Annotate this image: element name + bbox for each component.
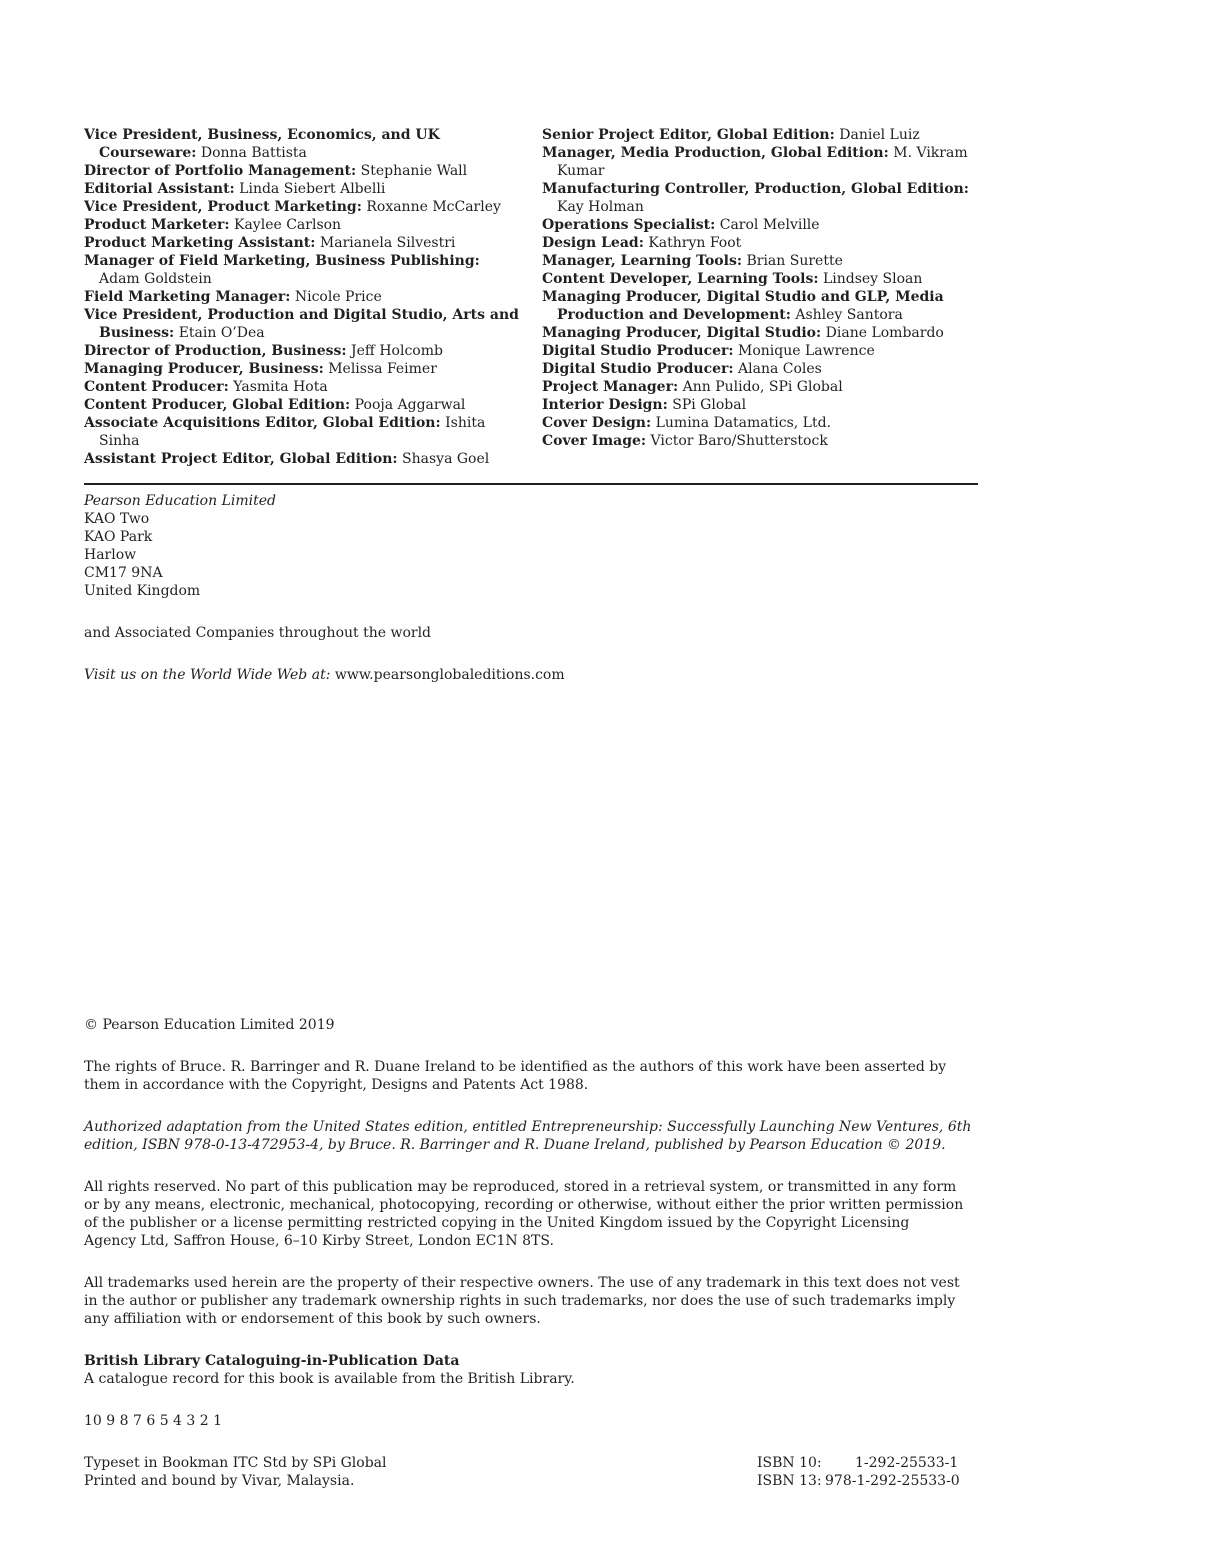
credit-name: Ishita Sinha [99, 415, 486, 449]
credit-name: Kathryn Foot [648, 235, 742, 251]
divider-rule [84, 483, 978, 485]
credit-role: Cover Image: [542, 433, 647, 449]
cip-heading: British Library Cataloguing-in-Publication Data [84, 1353, 460, 1369]
credit-entry [542, 342, 982, 360]
credit-entry [542, 360, 982, 378]
credit-role: Associate Acquisitions Editor, Global Edition: [84, 415, 441, 431]
credit-name: Kay Holman [557, 199, 644, 215]
credit-name: Victor Baro/Shutterstock [650, 433, 828, 449]
credit-role: Project Manager: [542, 379, 679, 395]
credit-entry [84, 396, 524, 414]
credit-entry [84, 288, 524, 306]
publisher-name: Pearson Education Limited [84, 493, 276, 509]
credit-role: Content Producer: [84, 379, 229, 395]
credit-entry [84, 414, 524, 450]
credit-name: Carol Melville [719, 217, 820, 233]
credit-name: Ashley Santora [795, 307, 903, 323]
isbn10-line [757, 1454, 960, 1472]
address-line: United Kingdom [84, 583, 201, 599]
credit-role: Manager of Field Marketing, Business Publishing: [84, 253, 480, 269]
credit-name: Etain O’Dea [178, 325, 265, 341]
credit-role: Digital Studio Producer: [542, 343, 734, 359]
credit-name: M. Vikram Kumar [557, 145, 968, 179]
credit-role: Assistant Project Editor, Global Edition: [84, 451, 398, 467]
credit-name: Melissa Feimer [328, 361, 437, 377]
credit-name: Ann Pulido, SPi Global [682, 379, 843, 395]
credit-role: Manager, Media Production, Global Edition: [542, 145, 889, 161]
credit-entry [542, 216, 982, 234]
credit-entry [542, 234, 982, 252]
credit-role: Content Developer, Learning Tools: [542, 271, 819, 287]
isbn13-value: 978-1-292-25533-0 [825, 1473, 960, 1489]
all-rights-reserved: All rights reserved. No part of this publication may be reproduced, stored in a retrieval system, or transmitted in any form or by any means, electronic, mechanical, photocopying, recording or otherwise, without either the prior written permission of the publisher or a license permitting restricted copying in the United Kingdom issued by the Copyright Licensing Agency Ltd, Saffron House, 6–10 Kirby Street, London EC1N 8TS. [84, 1179, 964, 1249]
credit-role: Manufacturing Controller, Production, Global Edition: [542, 181, 969, 197]
credit-entry [542, 180, 982, 216]
credit-name: Adam Goldstein [99, 271, 212, 287]
credit-role: Manager, Learning Tools: [542, 253, 743, 269]
typeset-line: Typeset in Bookman ITC Std by SPi Global [84, 1455, 387, 1471]
credit-entry [84, 126, 524, 162]
credit-entry [84, 360, 524, 378]
credit-entry [542, 432, 982, 450]
credit-role: Vice President, Product Marketing: [84, 199, 362, 215]
credit-entry [542, 252, 982, 270]
credit-name: Diane Lombardo [825, 325, 944, 341]
credit-entry [542, 144, 982, 180]
credit-role: Operations Specialist: [542, 217, 716, 233]
credits-left-column [84, 126, 524, 468]
trademarks-notice: All trademarks used herein are the property of their respective owners. The use of any trademark in this text does not vest in the author or publisher any trademark ownership rights in such trademarks, nor does the use of such trademarks imply any affiliation with or endorsement of this book by such owners. [84, 1275, 960, 1327]
credit-role: Director of Portfolio Management: [84, 163, 357, 179]
credit-entry [542, 270, 982, 288]
credits-right-column [542, 126, 982, 450]
isbn-block [757, 1454, 960, 1490]
credit-role: Managing Producer, Business: [84, 361, 324, 377]
cip-text: A catalogue record for this book is available from the British Library. [84, 1371, 575, 1387]
credit-role: Senior Project Editor, Global Edition: [542, 127, 835, 143]
credit-name: Stephanie Wall [360, 163, 468, 179]
website-label: Visit us on the World Wide Web at: [84, 667, 331, 683]
credit-name: Marianela Silvestri [319, 235, 456, 251]
credit-name: Kaylee Carlson [234, 217, 342, 233]
cip-data [84, 1352, 575, 1388]
publisher-address [84, 492, 276, 600]
address-line: KAO Two [84, 511, 150, 527]
credit-entry [84, 306, 524, 342]
credit-name: Alana Coles [738, 361, 822, 377]
associated-companies: and Associated Companies throughout the world [84, 625, 432, 641]
printed-line: Printed and bound by Vivar, Malaysia. [84, 1473, 355, 1489]
adaptation-notice: Authorized adaptation from the United States edition, entitled Entrepreneurship: Successfully Launching New Ventures, 6th edition, ISBN 978-0-13-472953-4, by Bruce. R. Barringer and R. Duane Ireland, published by Pearson Education © 2019. [84, 1119, 972, 1153]
credit-name: Roxanne McCarley [366, 199, 501, 215]
credit-entry [84, 252, 524, 288]
isbn13-line [757, 1472, 960, 1490]
credit-entry [84, 198, 524, 216]
printing-info [84, 1454, 387, 1490]
address-line: KAO Park [84, 529, 153, 545]
credit-entry [84, 342, 524, 360]
credit-role: Vice President, Business, Economics, and UK Courseware: [84, 127, 440, 161]
address-line: Harlow [84, 547, 137, 563]
credit-role: Managing Producer, Digital Studio: [542, 325, 822, 341]
credit-role: Product Marketing Assistant: [84, 235, 316, 251]
credit-name: Brian Surette [746, 253, 843, 269]
credit-role: Design Lead: [542, 235, 644, 251]
credit-entry [84, 162, 524, 180]
credit-name: Nicole Price [294, 289, 382, 305]
credit-name: Donna Battista [200, 145, 307, 161]
credit-name: Pooja Aggarwal [354, 397, 466, 413]
credit-entry [542, 126, 982, 144]
credit-role: Vice President, Production and Digital Studio, Arts and Business: [84, 307, 519, 341]
credit-role: Editorial Assistant: [84, 181, 235, 197]
credit-entry [84, 216, 524, 234]
credit-entry [542, 396, 982, 414]
credit-name: Lindsey Sloan [822, 271, 923, 287]
credit-role: Director of Production, Business: [84, 343, 347, 359]
credit-entry [542, 288, 982, 324]
website-line [84, 666, 565, 684]
credit-name: Lumina Datamatics, Ltd. [655, 415, 832, 431]
copyright-notice: © Pearson Education Limited 2019 [84, 1017, 335, 1033]
credit-entry [84, 234, 524, 252]
address-line: CM17 9NA [84, 565, 163, 581]
credit-role: Field Marketing Manager: [84, 289, 291, 305]
isbn10-value: 1-292-25533-1 [855, 1455, 959, 1471]
credit-entry [84, 450, 524, 468]
isbn10-label: ISBN 10: [757, 1455, 822, 1471]
authors-rights: The rights of Bruce. R. Barringer and R. Duane Ireland to be identified as the authors of this work have been asserted by them in accordance with the Copyright, Designs and Patents Act 1988. [84, 1059, 947, 1093]
credit-name: Jeff Holcomb [351, 343, 443, 359]
isbn13-label: ISBN 13: [757, 1473, 822, 1489]
credit-role: Digital Studio Producer: [542, 361, 734, 377]
credit-role: Interior Design: [542, 397, 668, 413]
credit-name: Shasya Goel [402, 451, 490, 467]
credit-entry [542, 324, 982, 342]
print-line: 10 9 8 7 6 5 4 3 2 1 [84, 1413, 223, 1429]
credit-role: Cover Design: [542, 415, 652, 431]
website-url[interactable]: www.pearsonglobaleditions.com [334, 667, 565, 683]
credit-role: Content Producer, Global Edition: [84, 397, 351, 413]
credit-role: Managing Producer, Digital Studio and GLP, Media Production and Development: [542, 289, 944, 323]
credit-role: Product Marketer: [84, 217, 230, 233]
credit-entry [84, 378, 524, 396]
credit-name: Monique Lawrence [738, 343, 875, 359]
credit-name: Linda Siebert Albelli [239, 181, 386, 197]
credit-entry [542, 378, 982, 396]
credit-name: Daniel Luiz [839, 127, 920, 143]
credit-name: Yasmita Hota [233, 379, 328, 395]
credit-entry [84, 180, 524, 198]
credit-entry [542, 414, 982, 432]
credit-name: SPi Global [672, 397, 747, 413]
